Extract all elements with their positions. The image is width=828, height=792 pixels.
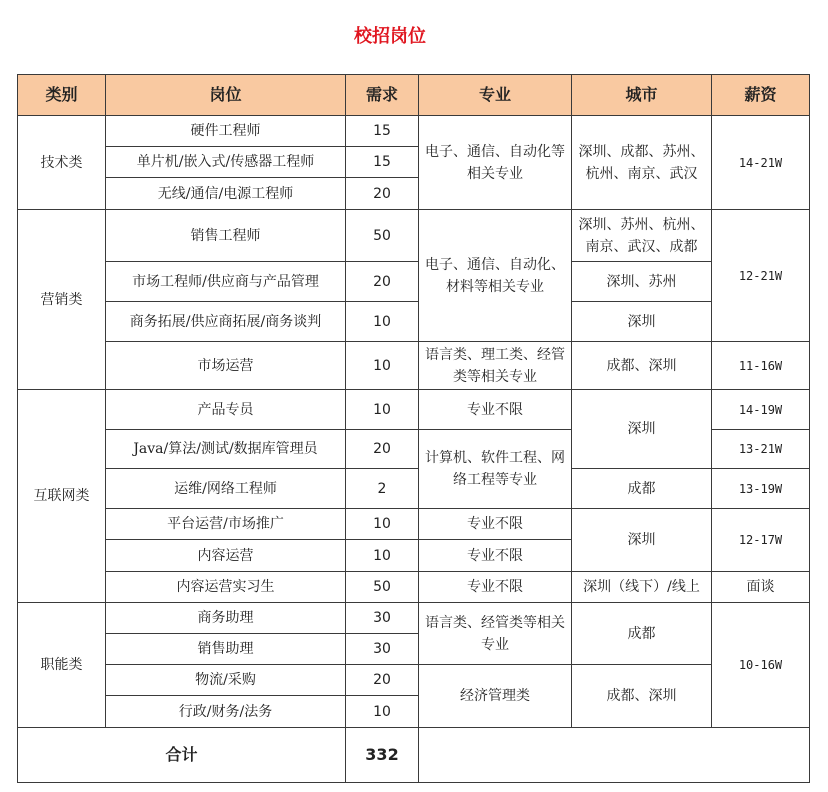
total-label: 合计 (18, 728, 346, 783)
position-cell: 内容运营 (106, 540, 346, 572)
position-cell: Java/算法/测试/数据库管理员 (106, 430, 346, 469)
city-cell: 成都、深圳 (572, 665, 712, 728)
category-cell: 职能类 (18, 603, 106, 728)
salary-cell: 13-21W (712, 430, 810, 469)
city-cell: 成都 (572, 469, 712, 509)
position-cell: 市场工程师/供应商与产品管理 (106, 262, 346, 302)
demand-cell: 10 (346, 342, 419, 390)
table-row (18, 469, 810, 509)
major-cell: 语言类、理工类、经管类等相关专业 (419, 342, 572, 390)
position-cell: 销售工程师 (106, 210, 346, 262)
category-cell: 互联网类 (18, 390, 106, 603)
header-demand: 需求 (346, 75, 419, 116)
position-cell: 单片机/嵌入式/传感器工程师 (106, 147, 346, 178)
position-cell: 商务拓展/供应商拓展/商务谈判 (106, 302, 346, 342)
city-cell: 深圳、苏州、杭州、南京、武汉、成都 (572, 210, 712, 262)
salary-cell: 14-19W (712, 390, 810, 430)
position-cell: 行政/财务/法务 (106, 696, 346, 728)
position-cell: 销售助理 (106, 634, 346, 665)
salary-cell: 13-19W (712, 469, 810, 509)
major-cell: 专业不限 (419, 540, 572, 572)
position-cell: 硬件工程师 (106, 116, 346, 147)
header-category: 类别 (18, 75, 106, 116)
table-row (18, 210, 810, 262)
city-cell: 成都、深圳 (572, 342, 712, 390)
position-cell: 商务助理 (106, 603, 346, 634)
recruitment-table (17, 74, 810, 783)
major-cell: 电子、通信、自动化等相关专业 (419, 116, 572, 210)
table-row (18, 665, 810, 696)
total-row (18, 728, 810, 783)
demand-cell: 10 (346, 509, 419, 540)
position-cell: 产品专员 (106, 390, 346, 430)
table-row (18, 603, 810, 634)
header-city: 城市 (572, 75, 712, 116)
city-cell: 深圳 (572, 390, 712, 469)
salary-cell: 12-21W (712, 210, 810, 342)
header-major: 专业 (419, 75, 572, 116)
demand-cell: 10 (346, 696, 419, 728)
demand-cell: 10 (346, 390, 419, 430)
position-cell: 市场运营 (106, 342, 346, 390)
category-cell: 营销类 (18, 210, 106, 390)
major-cell: 专业不限 (419, 390, 572, 430)
demand-cell: 15 (346, 147, 419, 178)
city-cell: 深圳、苏州 (572, 262, 712, 302)
city-cell: 深圳、成都、苏州、杭州、南京、武汉 (572, 116, 712, 210)
table-row (18, 342, 810, 390)
demand-cell: 50 (346, 572, 419, 603)
position-cell: 平台运营/市场推广 (106, 509, 346, 540)
salary-cell: 面谈 (712, 572, 810, 603)
salary-cell: 12-17W (712, 509, 810, 572)
city-cell: 深圳（线下）/线上 (572, 572, 712, 603)
position-cell: 物流/采购 (106, 665, 346, 696)
demand-cell: 15 (346, 116, 419, 147)
header-position: 岗位 (106, 75, 346, 116)
demand-cell: 30 (346, 603, 419, 634)
table-row (18, 262, 810, 302)
major-cell: 经济管理类 (419, 665, 572, 728)
table-row (18, 116, 810, 147)
position-cell: 运维/网络工程师 (106, 469, 346, 509)
major-cell: 专业不限 (419, 572, 572, 603)
total-value: 332 (346, 728, 419, 783)
demand-cell: 10 (346, 302, 419, 342)
salary-cell: 11-16W (712, 342, 810, 390)
demand-cell: 20 (346, 430, 419, 469)
major-cell: 电子、通信、自动化、材料等相关专业 (419, 210, 572, 342)
table-row (18, 390, 810, 430)
demand-cell: 20 (346, 665, 419, 696)
demand-cell: 30 (346, 634, 419, 665)
major-cell: 计算机、软件工程、网络工程等专业 (419, 430, 572, 509)
position-cell: 无线/通信/电源工程师 (106, 178, 346, 210)
city-cell: 深圳 (572, 302, 712, 342)
major-cell: 专业不限 (419, 509, 572, 540)
demand-cell: 2 (346, 469, 419, 509)
demand-cell: 10 (346, 540, 419, 572)
salary-cell: 10-16W (712, 603, 810, 728)
city-cell: 深圳 (572, 509, 712, 572)
position-cell: 内容运营实习生 (106, 572, 346, 603)
demand-cell: 20 (346, 178, 419, 210)
header-row (18, 75, 810, 116)
page-title: 校招岗位 (354, 26, 426, 47)
demand-cell: 20 (346, 262, 419, 302)
city-cell: 成都 (572, 603, 712, 665)
total-empty-cell (419, 728, 810, 783)
table-row (18, 572, 810, 603)
category-cell: 技术类 (18, 116, 106, 210)
salary-cell: 14-21W (712, 116, 810, 210)
table-row (18, 302, 810, 342)
table-row (18, 509, 810, 540)
header-salary: 薪资 (712, 75, 810, 116)
major-cell: 语言类、经管类等相关专业 (419, 603, 572, 665)
demand-cell: 50 (346, 210, 419, 262)
